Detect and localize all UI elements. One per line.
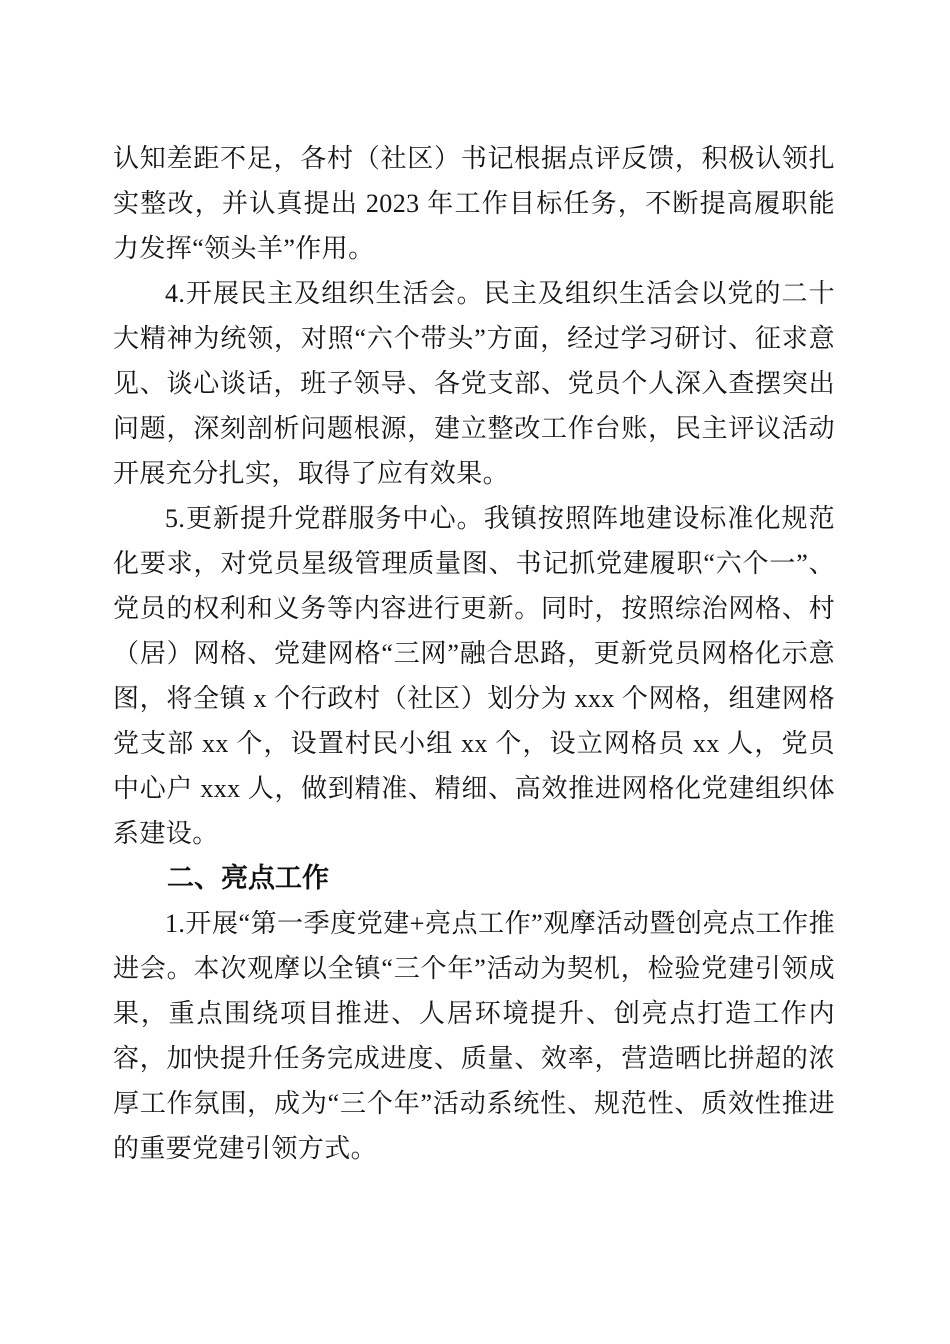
paragraph-item-1: 1.开展“第一季度党建+亮点工作”观摩活动暨创亮点工作推进会。本次观摩以全镇“三个年”活动为契机，检验党建引领成果，重点围绕项目推进、人居环境提升、创亮点打造工作内容，加快提升任务完成进度、质量、效率，营造晒比拼超的浓厚工作氛围，成为“三个年”活动系统性、规范性、质效性推进的重要党建引领方式。: [113, 909, 835, 1163]
paragraph-item-4: 4.开展民主及组织生活会。民主及组织生活会以党的二十大精神为统领，对照“六个带头”方面，经过学习研讨、征求意见、谈心谈话，班子领导、各党支部、党员个人深入查摆突出问题，深刻剖析问题根源，建立整改工作台账，民主评议活动开展充分扎实，取得了应有效果。: [113, 279, 835, 488]
paragraph-item-5: 5.更新提升党群服务中心。我镇按照阵地建设标准化规范化要求，对党员星级管理质量图、书记抓党建履职“六个一”、党员的权利和义务等内容进行更新。同时，按照综治网格、村（居）网格、党建网格“三网”融合思路，更新党员网格化示意图，将全镇 x 个行政村（社区）划分为 xxx 个网格，组建网格党支部 xx 个，设置村民小组 xx 个，设立网格员 xx 人，党员中心户 xxx 人，做到精准、精细、高效推进网格化党建组织体系建设。: [113, 504, 835, 848]
section-heading: 二、亮点工作: [167, 863, 329, 893]
paragraph-continuation: 认知差距不足，各村（社区）书记根据点评反馈，积极认领扎实整改，并认真提出 2023 年工作目标任务，不断提高履职能力发挥“领头羊”作用。: [113, 144, 835, 263]
